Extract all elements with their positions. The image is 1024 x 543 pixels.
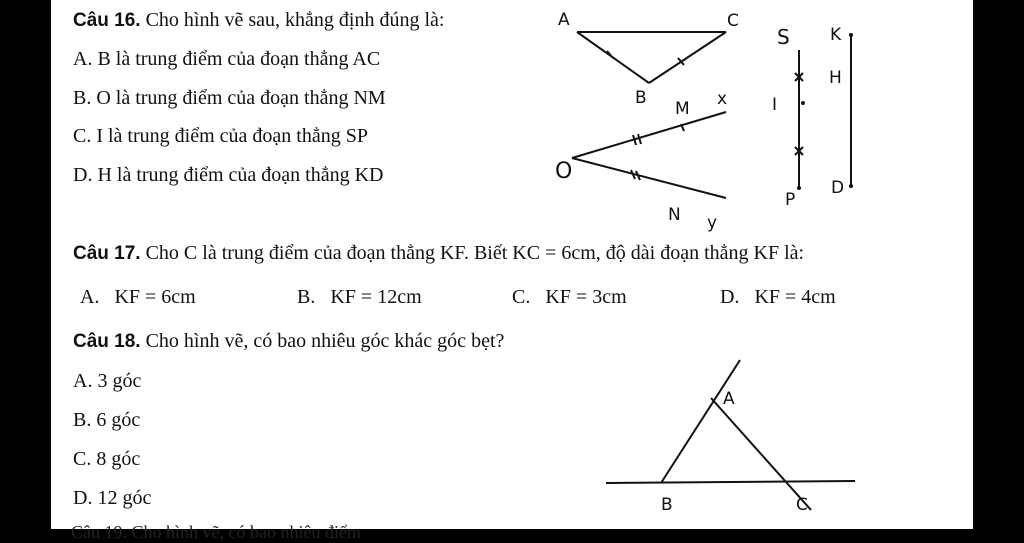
label-m: M [675,99,690,119]
q16-figure [51,0,973,240]
label-s: S [777,25,790,49]
label-q18-c: C [796,495,808,515]
label-a: A [558,10,570,30]
q17-option-a [80,285,196,309]
q17-option-a-value: KF = 6cm [114,286,196,308]
point-d [849,184,853,188]
q17-option-a-letter: A. [80,286,100,308]
label-o: O [555,159,573,184]
q17-option-d-value: KF = 4cm [754,286,836,308]
label-x: x [717,89,728,109]
q18-option-b: B. 6 góc [73,409,141,431]
q17-option-b [297,285,422,309]
label-q18-a: A [723,389,735,409]
q17-option-b-letter: B. [297,286,316,308]
q17-text: Cho C là trung điểm của đoạn thẳng KF. Biết KC = 6cm, độ dài đoạn thẳng KF là: [145,242,805,264]
q18-option-c: C. 8 góc [73,448,141,470]
label-p: P [785,190,796,210]
q16-text: Cho hình vẽ sau, khẳng định đúng là: [145,9,445,31]
q17-option-c [512,285,627,309]
q17-stem [73,241,804,266]
label-b: B [635,88,647,108]
label-k: K [830,25,842,45]
next-question-partial [71,518,671,542]
label-q18-b: B [661,495,673,515]
q18-label: Câu 18. [73,331,141,352]
q17-option-b-value: KF = 12cm [330,286,422,308]
next-question-text: Câu 19. Cho hình vẽ, có bao nhiêu điểm [71,522,361,542]
q16-label: Câu 16. [73,10,141,31]
point-i [801,101,805,105]
q18-option-a: A. 3 góc [73,370,142,392]
q18-option-d: D. 12 góc [73,487,152,509]
label-c: C [727,11,739,31]
label-i: I [772,95,778,115]
q17-option-d [720,285,836,309]
point-p [797,186,801,190]
point-k [849,33,853,37]
q18-figure [51,340,973,529]
q16-option-b: B. O là trung điểm của đoạn thẳng NM [73,87,386,109]
label-d: D [831,178,845,198]
q16-option-d: D. H là trung điểm của đoạn thẳng KD [73,164,384,186]
label-h: H [829,68,842,88]
q18-text: Cho hình vẽ, có bao nhiêu góc khác góc bẹt? [145,330,505,352]
q16-option-a: A. B là trung điểm của đoạn thẳng AC [73,48,381,70]
q16-option-c: C. I là trung điểm của đoạn thẳng SP [73,125,368,147]
q17-option-d-letter: D. [720,286,740,308]
label-y: y [707,213,718,233]
q17-option-c-letter: C. [512,286,531,308]
document-page [51,0,973,542]
label-n: N [668,205,681,225]
q17-label: Câu 17. [73,243,141,264]
q17-option-c-value: KF = 3cm [545,286,627,308]
